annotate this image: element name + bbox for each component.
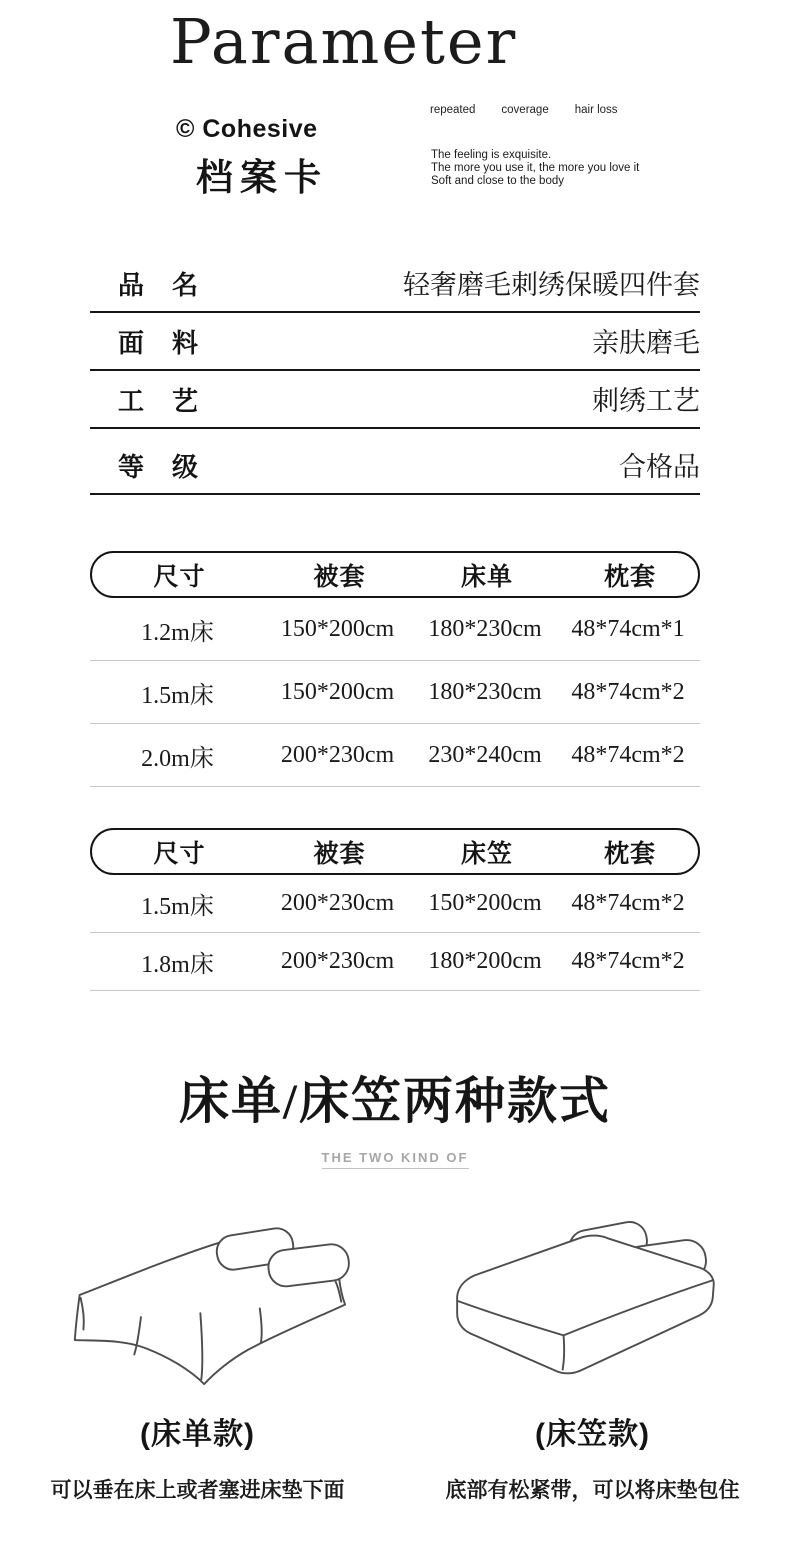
cell-size: 2.0m床 (141, 745, 214, 772)
column-header: 被套 (313, 839, 366, 868)
cell-size: 1.2m床 (141, 619, 214, 646)
feature-tag: hair loss (574, 104, 618, 116)
cell-size: 1.5m床 (141, 894, 214, 920)
flat-sheet-bed-drawing-icon (25, 1209, 370, 1404)
cell-pillow: 48*74cm*2 (571, 678, 685, 705)
cell-duvet: 150*200cm (280, 678, 395, 705)
product-spec-table (90, 255, 700, 495)
section-subheading-wrap (0, 1149, 790, 1169)
spec-label: 面 料 (118, 328, 200, 358)
fitted-style-label: (床笠款) (535, 1418, 650, 1451)
size-table-sheet (90, 551, 700, 787)
style-labels (0, 1409, 790, 1453)
cell-sheet: 180*230cm (428, 615, 542, 642)
spec-value: 刺绣工艺 (592, 386, 700, 416)
cell-fitted: 180*200cm (428, 948, 542, 974)
size-table-header (90, 828, 700, 875)
cell-size: 1.5m床 (141, 682, 214, 709)
cell-fitted: 150*200cm (428, 890, 542, 916)
spec-row-name (90, 255, 700, 313)
column-header: 尺寸 (153, 839, 206, 868)
section-heading: 床单/床笠两种款式 (179, 1073, 611, 1129)
size-table-header (90, 551, 700, 598)
column-header: 枕套 (603, 839, 656, 868)
tagline-line: The feeling is exquisite. (431, 149, 552, 161)
cell-pillow: 48*74cm*2 (571, 948, 685, 974)
cell-pillow: 48*74cm*2 (571, 741, 685, 768)
feature-tag: repeated (430, 104, 476, 116)
cell-duvet: 150*200cm (280, 615, 395, 642)
cell-pillow: 48*74cm*2 (571, 890, 685, 916)
column-header: 尺寸 (153, 562, 206, 591)
spec-label: 品 名 (118, 270, 200, 300)
spec-row-fabric (90, 313, 700, 371)
header (0, 0, 790, 249)
section-subheading: THE TWO KIND OF (322, 1150, 469, 1169)
cell-duvet: 200*230cm (280, 890, 395, 916)
fitted-style-caption: 底部有松紧带，可以将床垫包住 (445, 1479, 740, 1502)
cell-size: 1.8m床 (141, 952, 214, 978)
spec-row-grade (90, 429, 700, 495)
spec-row-craft (90, 371, 700, 429)
table-row (90, 724, 700, 787)
card-label: 档案卡 (196, 157, 328, 198)
cell-sheet: 180*230cm (428, 678, 542, 705)
table-row (90, 875, 700, 933)
table-row (90, 933, 700, 991)
spec-value: 轻奢磨毛刺绣保暖四件套 (403, 270, 700, 300)
tagline-line: The more you use it, the more you love it (431, 162, 640, 174)
column-header: 枕套 (603, 562, 656, 591)
cell-sheet: 230*240cm (428, 741, 542, 768)
sheet-style-label: (床单款) (140, 1418, 255, 1451)
feature-tags (430, 104, 644, 116)
brand-name: © Cohesive (176, 115, 318, 143)
cell-duvet: 200*230cm (280, 741, 395, 768)
feature-tag: coverage (501, 104, 549, 116)
tagline-line: Soft and close to the body (431, 175, 564, 187)
spec-value: 亲肤磨毛 (592, 328, 700, 358)
sheet-style-caption: 可以垂在床上或者塞进床垫下面 (50, 1479, 345, 1502)
cell-duvet: 200*230cm (280, 948, 395, 974)
fitted-sheet-mattress-drawing-icon (433, 1209, 753, 1399)
spec-label: 等 级 (118, 452, 200, 482)
table-row (90, 598, 700, 661)
cell-pillow: 48*74cm*1 (571, 615, 685, 642)
column-header: 床单 (460, 562, 513, 591)
sheet-style-illustration (0, 1209, 395, 1407)
size-table-fitted (90, 828, 700, 991)
style-captions (0, 1474, 790, 1504)
table-row (90, 661, 700, 724)
tagline (431, 149, 639, 188)
fitted-style-illustration (395, 1209, 790, 1407)
spec-label: 工 艺 (118, 386, 200, 416)
page-title: Parameter (170, 5, 518, 78)
spec-value: 合格品 (619, 452, 700, 482)
column-header: 被套 (313, 562, 366, 591)
column-header: 床笠 (460, 839, 513, 868)
style-illustrations (0, 1209, 790, 1407)
